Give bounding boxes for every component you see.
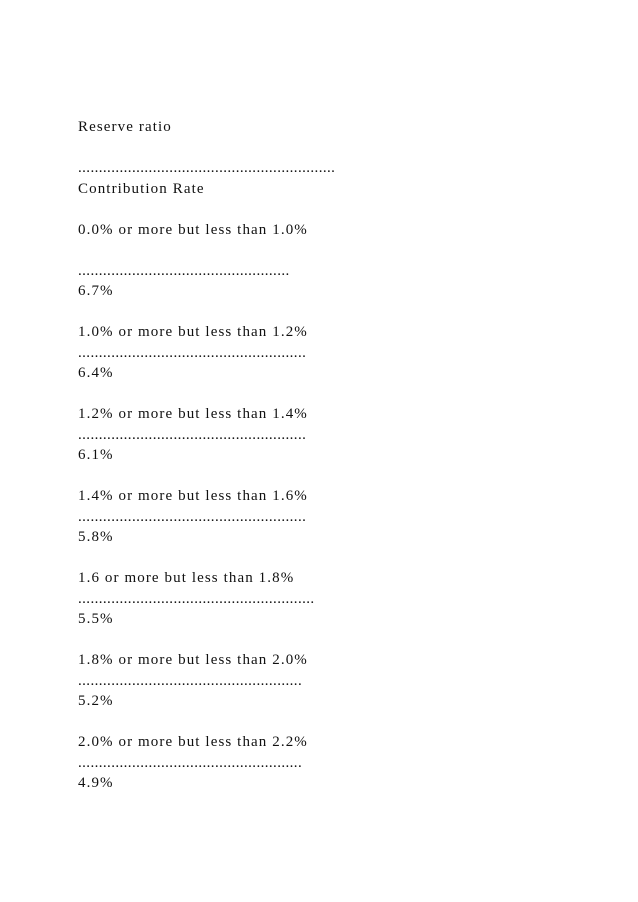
row-range: 1.8% or more but less than 2.0%	[78, 652, 308, 668]
row-range: 2.0% or more but less than 2.2%	[78, 734, 308, 750]
row-range: 0.0% or more but less than 1.0%	[78, 221, 308, 238]
row-rate: 5.8%	[78, 529, 114, 545]
row-range: 1.6 or more but less than 1.8%	[78, 570, 295, 586]
row-rate: 6.7%	[78, 283, 114, 299]
row-leader: .......................................................	[78, 508, 307, 525]
row-rate: 6.1%	[78, 447, 114, 463]
row-rate: 4.9%	[78, 775, 114, 791]
row-leader: ...................................................	[78, 262, 290, 279]
spacer	[78, 138, 598, 159]
row-leader: .........................................................	[78, 590, 315, 607]
row-leader: .......................................................	[78, 344, 307, 361]
spacer	[78, 384, 598, 405]
spacer	[78, 199, 598, 220]
row-range: 1.4% or more but less than 1.6%	[78, 488, 308, 504]
row-leader: .......................................................	[78, 426, 307, 443]
row-range: 1.0% or more but less than 1.2%	[78, 324, 308, 340]
row-rate: 5.5%	[78, 611, 114, 627]
row-rate: 5.2%	[78, 693, 114, 709]
document-content	[78, 117, 598, 794]
row-leader: ......................................................	[78, 672, 303, 689]
row-leader: ......................................................	[78, 754, 303, 771]
spacer	[78, 302, 598, 323]
spacer	[78, 466, 598, 487]
spacer	[78, 630, 598, 651]
spacer	[78, 712, 598, 733]
row-range: 1.2% or more but less than 1.4%	[78, 406, 308, 422]
spacer	[78, 240, 598, 261]
reserve-ratio-heading: Reserve ratio	[78, 119, 172, 135]
spacer	[78, 548, 598, 569]
row-rate: 6.4%	[78, 365, 114, 381]
header-leader: ..............................................................	[78, 160, 336, 176]
contribution-rate-heading: Contribution Rate	[78, 180, 205, 197]
